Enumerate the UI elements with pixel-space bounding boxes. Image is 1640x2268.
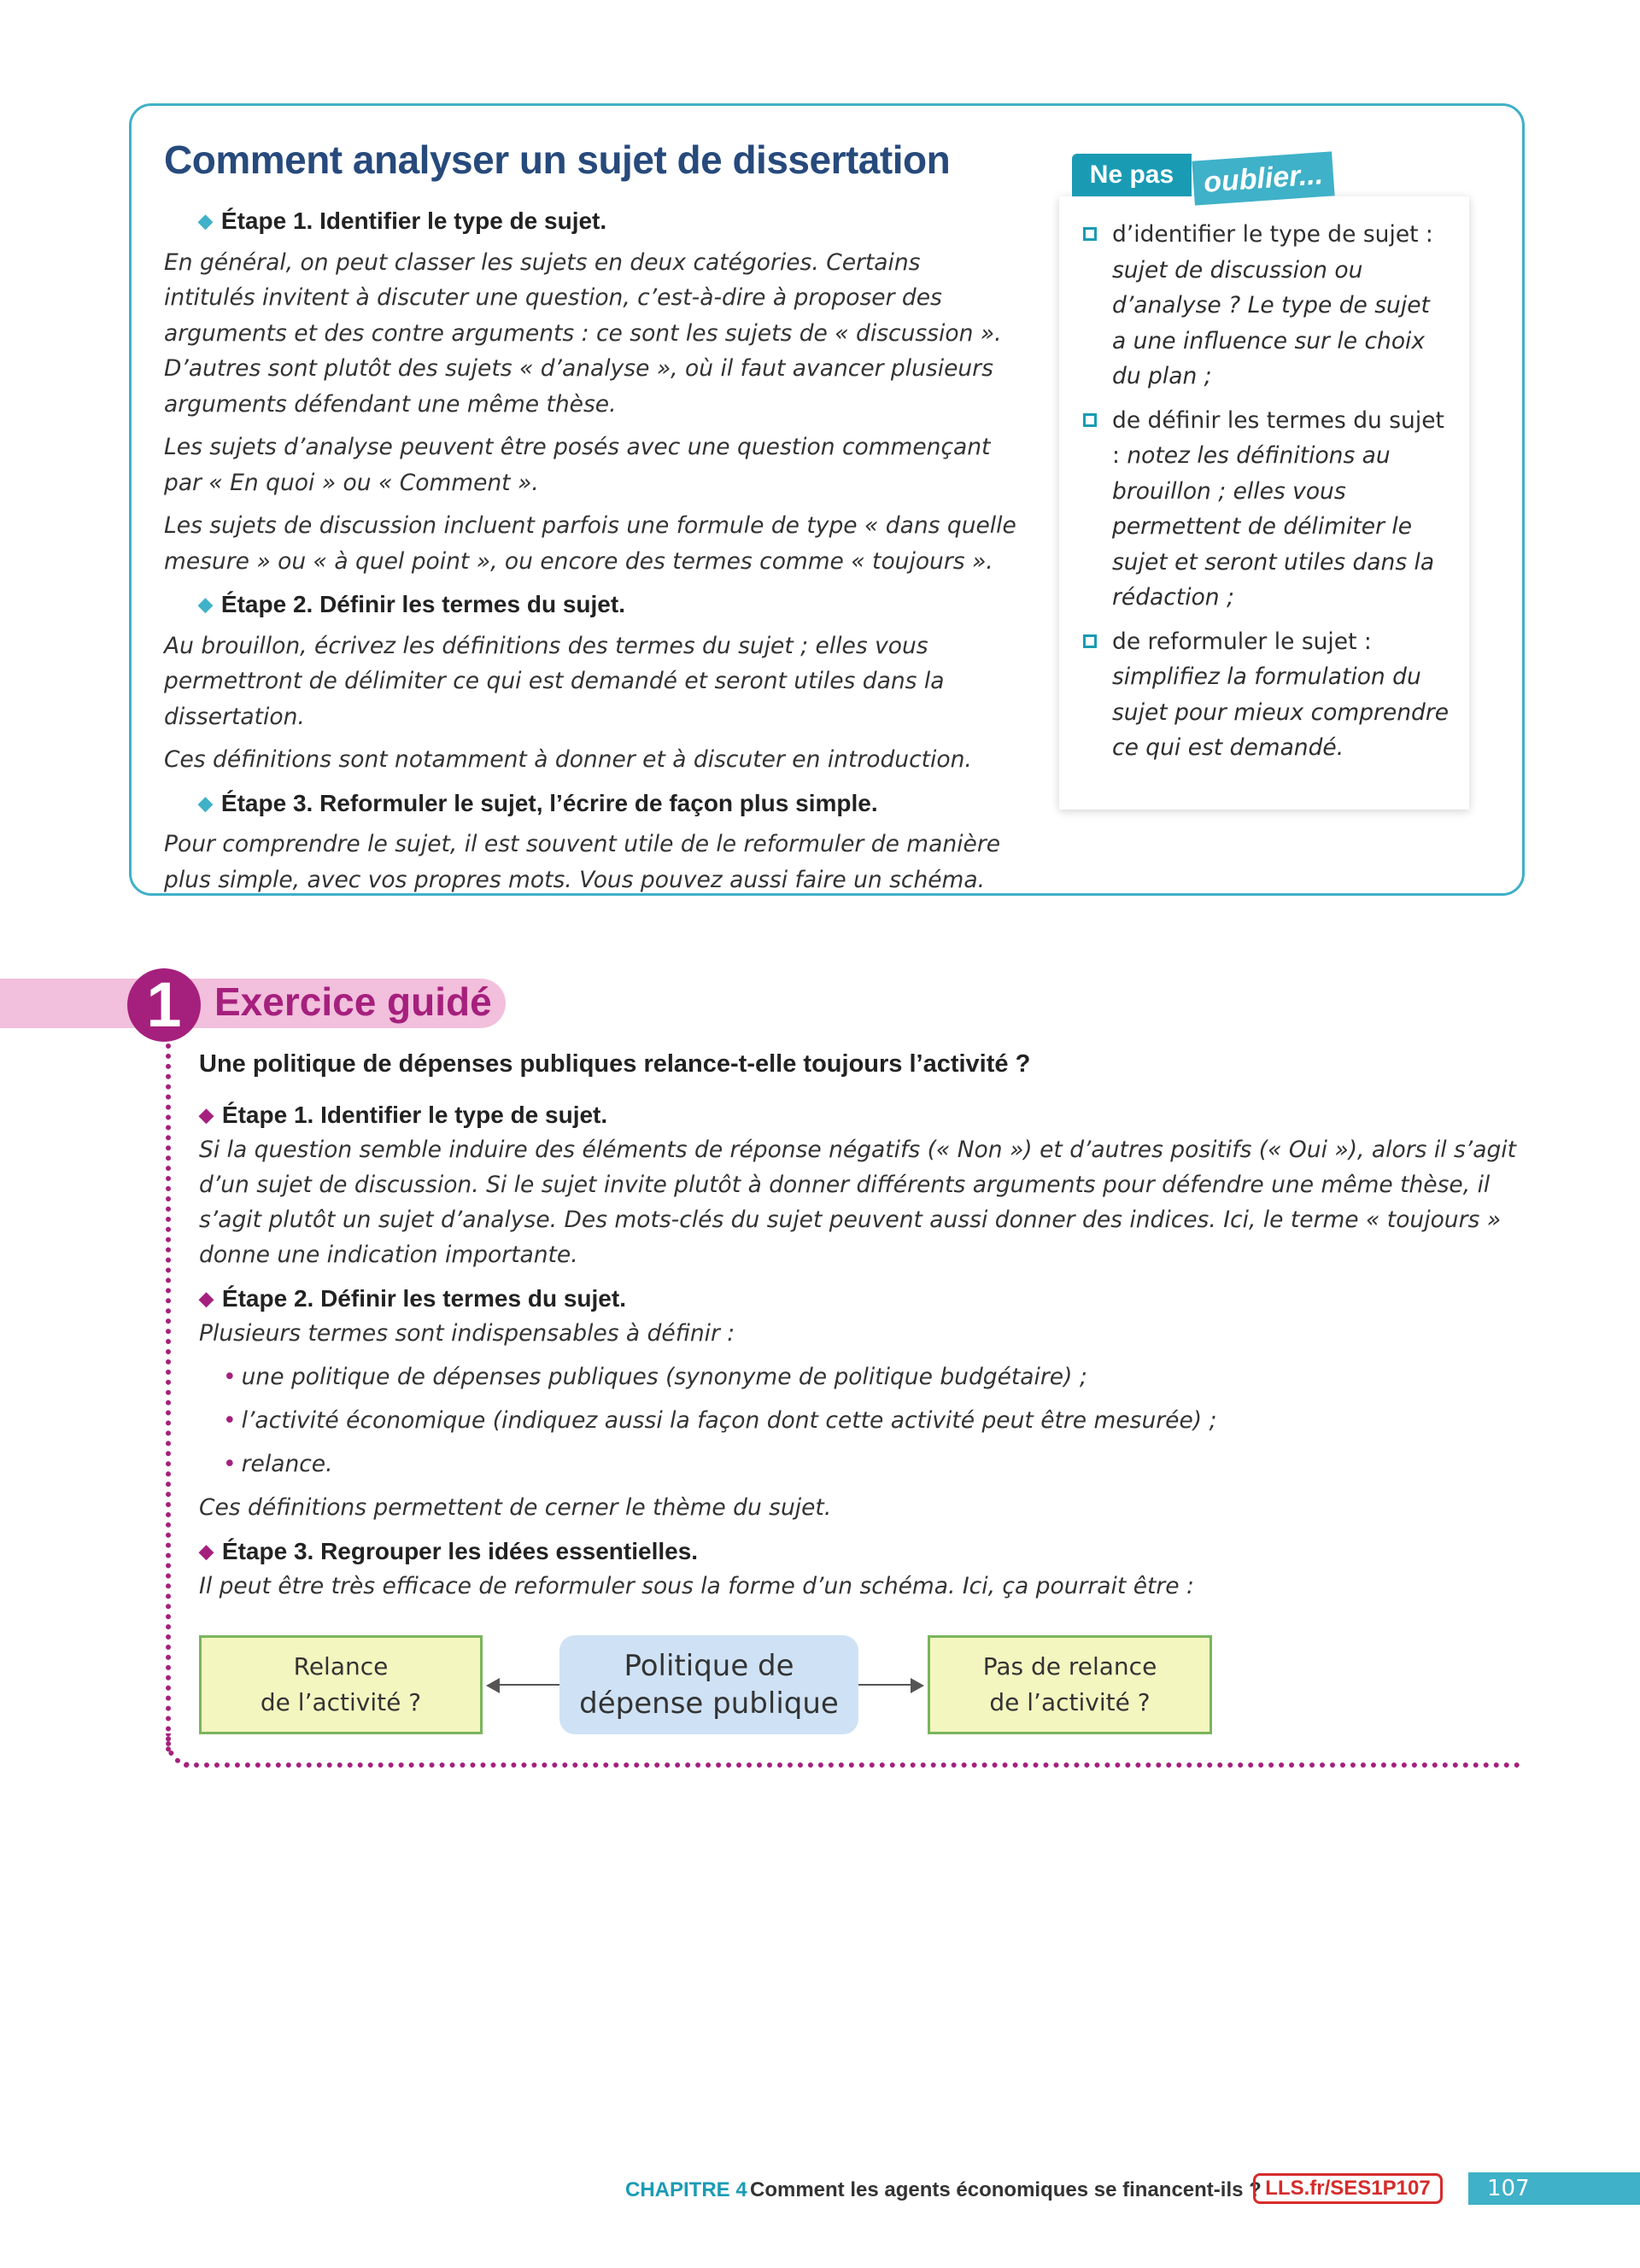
exercise-bullet-list <box>199 1359 1532 1482</box>
method-paragraph: Pour comprendre le sujet, il est souvent utile de le reformuler de manière plus simple, avec vos propres mots. Vous pouvez aussi faire un schéma. <box>164 831 1001 893</box>
reminder-box <box>1059 196 1469 810</box>
footer-chapter: CHAPITRE 4 <box>625 2178 747 2201</box>
method-step-2: ◆ Étape 2. Définir les termes du sujet. <box>198 587 1018 623</box>
exercise-paragraph: Si la question semble induire des éléments de réponse négatifs (« Non ») et d’autres positifs (« Oui »), alors il s’agit d’un sujet de discussion. Si le sujet invite plutôt à donner différents arguments pour défendre une même thèse, il s’agit plutôt un sujet d’analyse. Des mots-clés du sujet peuvent aussi donner des indices. Ici, le terme « toujours » donne une indication importante. <box>199 1137 1517 1268</box>
checkbox-icon <box>1083 413 1097 427</box>
method-paragraph: En général, on peut classer les sujets en deux catégories. Certains intitulés invitent à discuter une question, c’est-à-dire à proposer des arguments et des contre arguments : ce sont les sujets de « discussion ». D’autres sont plutôt des sujets « d’analyse », où il faut avancer plusieurs arguments défendant une même thèse. <box>164 248 1002 418</box>
schema-connector-right <box>858 1684 911 1686</box>
diamond-icon: ◆ <box>198 593 213 615</box>
method-step-3: ◆ Étape 3. Reformuler le sujet, l’écrire de façon plus simple. <box>198 786 1018 821</box>
diamond-icon: ◆ <box>199 1288 214 1309</box>
exercise-question: Une politique de dépenses publiques relance-t-elle toujours l’activité ? <box>199 1050 1031 1078</box>
exercise-paragraph: Il peut être très efficace de reformuler sous la forme d’un schéma. Ici, ça pourrait être : <box>199 1573 1194 1599</box>
checkbox-icon <box>1083 227 1097 241</box>
method-paragraph: Les sujets d’analyse peuvent être posés avec une question commençant par « En quoi » ou « Comment ». <box>164 434 991 496</box>
method-paragraph: Ces définitions sont notamment à donner et à discuter en introduction. <box>164 746 972 773</box>
schema-diagram <box>199 1635 1224 1738</box>
footer-chapter-title: Comment les agents économiques se financent-ils ? <box>750 2178 1262 2201</box>
method-title: Comment analyser un sujet de dissertation <box>164 137 951 182</box>
list-item: • relance. <box>223 1451 333 1477</box>
dotted-border-left <box>166 1043 171 1752</box>
diamond-icon: ◆ <box>199 1540 214 1562</box>
list-item: • l’activité économique (indiquez aussi la façon dont cette activité peut être mesurée) ; <box>223 1407 1217 1434</box>
exercise-content <box>199 1047 1532 1612</box>
schema-connector-left <box>500 1684 559 1686</box>
reminder-item: de reformuler le sujet : simplifiez la formulation du sujet pour mieux comprendre ce qui est demandé. <box>1083 624 1450 766</box>
method-paragraph: Au brouillon, écrivez les définitions des termes du sujet ; elles vous permettront de délimiter ce qui est demandé et seront utiles dans la dissertation. <box>164 632 945 730</box>
reminder-item: de définir les termes du sujet : notez les définitions au brouillon ; elles vous permettent de délimiter le sujet et seront utiles dans la rédaction ; <box>1083 403 1450 616</box>
method-content <box>164 203 1018 905</box>
schema-box-politique: Politique de dépense publique <box>559 1635 858 1734</box>
checkbox-icon <box>1083 634 1097 648</box>
diamond-icon: ◆ <box>198 210 213 231</box>
exercise-title: Exercice guidé <box>214 979 492 1024</box>
exercise-step-2: ◆ Étape 2. Définir les termes du sujet. <box>199 1281 1532 1316</box>
bullet-icon: • <box>223 1407 237 1434</box>
arrow-right-icon <box>911 1678 924 1693</box>
dotted-border-bottom <box>184 1762 1520 1768</box>
reminder-item: d’identifier le type de sujet : sujet de discussion ou d’analyse ? Le type de sujet a une influence sur le choix du plan ; <box>1083 217 1450 395</box>
exercise-step-1: ◆ Étape 1. Identifier le type de sujet. <box>199 1097 1532 1132</box>
bullet-icon: • <box>223 1364 237 1390</box>
reminder-list <box>1083 217 1450 775</box>
reminder-tag-oublier: oublier... <box>1192 151 1334 205</box>
footer-link[interactable]: LLS.fr/SES1P107 <box>1253 2173 1443 2204</box>
bullet-icon: • <box>223 1451 237 1477</box>
reminder-tag-ne-pas: Ne pas <box>1072 154 1192 196</box>
exercise-number: 1 <box>127 968 201 1042</box>
diamond-icon: ◆ <box>199 1104 214 1125</box>
method-paragraph: Les sujets de discussion incluent parfois une formule de type « dans quelle mesure » ou « à quel point », ou encore des termes comme « toujours ». <box>164 512 1016 575</box>
exercise-step-3: ◆ Étape 3. Regrouper les idées essentielles. <box>199 1534 1532 1569</box>
diamond-icon: ◆ <box>198 792 213 814</box>
list-item: • une politique de dépenses publiques (synonyme de politique budgétaire) ; <box>223 1364 1087 1390</box>
arrow-left-icon <box>486 1678 500 1693</box>
exercise-paragraph: Plusieurs termes sont indispensables à définir : <box>199 1320 735 1347</box>
schema-box-relance: Relance de l’activité ? <box>199 1635 483 1734</box>
page-number: 107 <box>1468 2172 1640 2205</box>
exercise-paragraph: Ces définitions permettent de cerner le thème du sujet. <box>199 1494 832 1521</box>
schema-box-pas-de-relance: Pas de relance de l’activité ? <box>928 1635 1212 1734</box>
method-step-1: ◆ Étape 1. Identifier le type de sujet. <box>198 203 1018 239</box>
